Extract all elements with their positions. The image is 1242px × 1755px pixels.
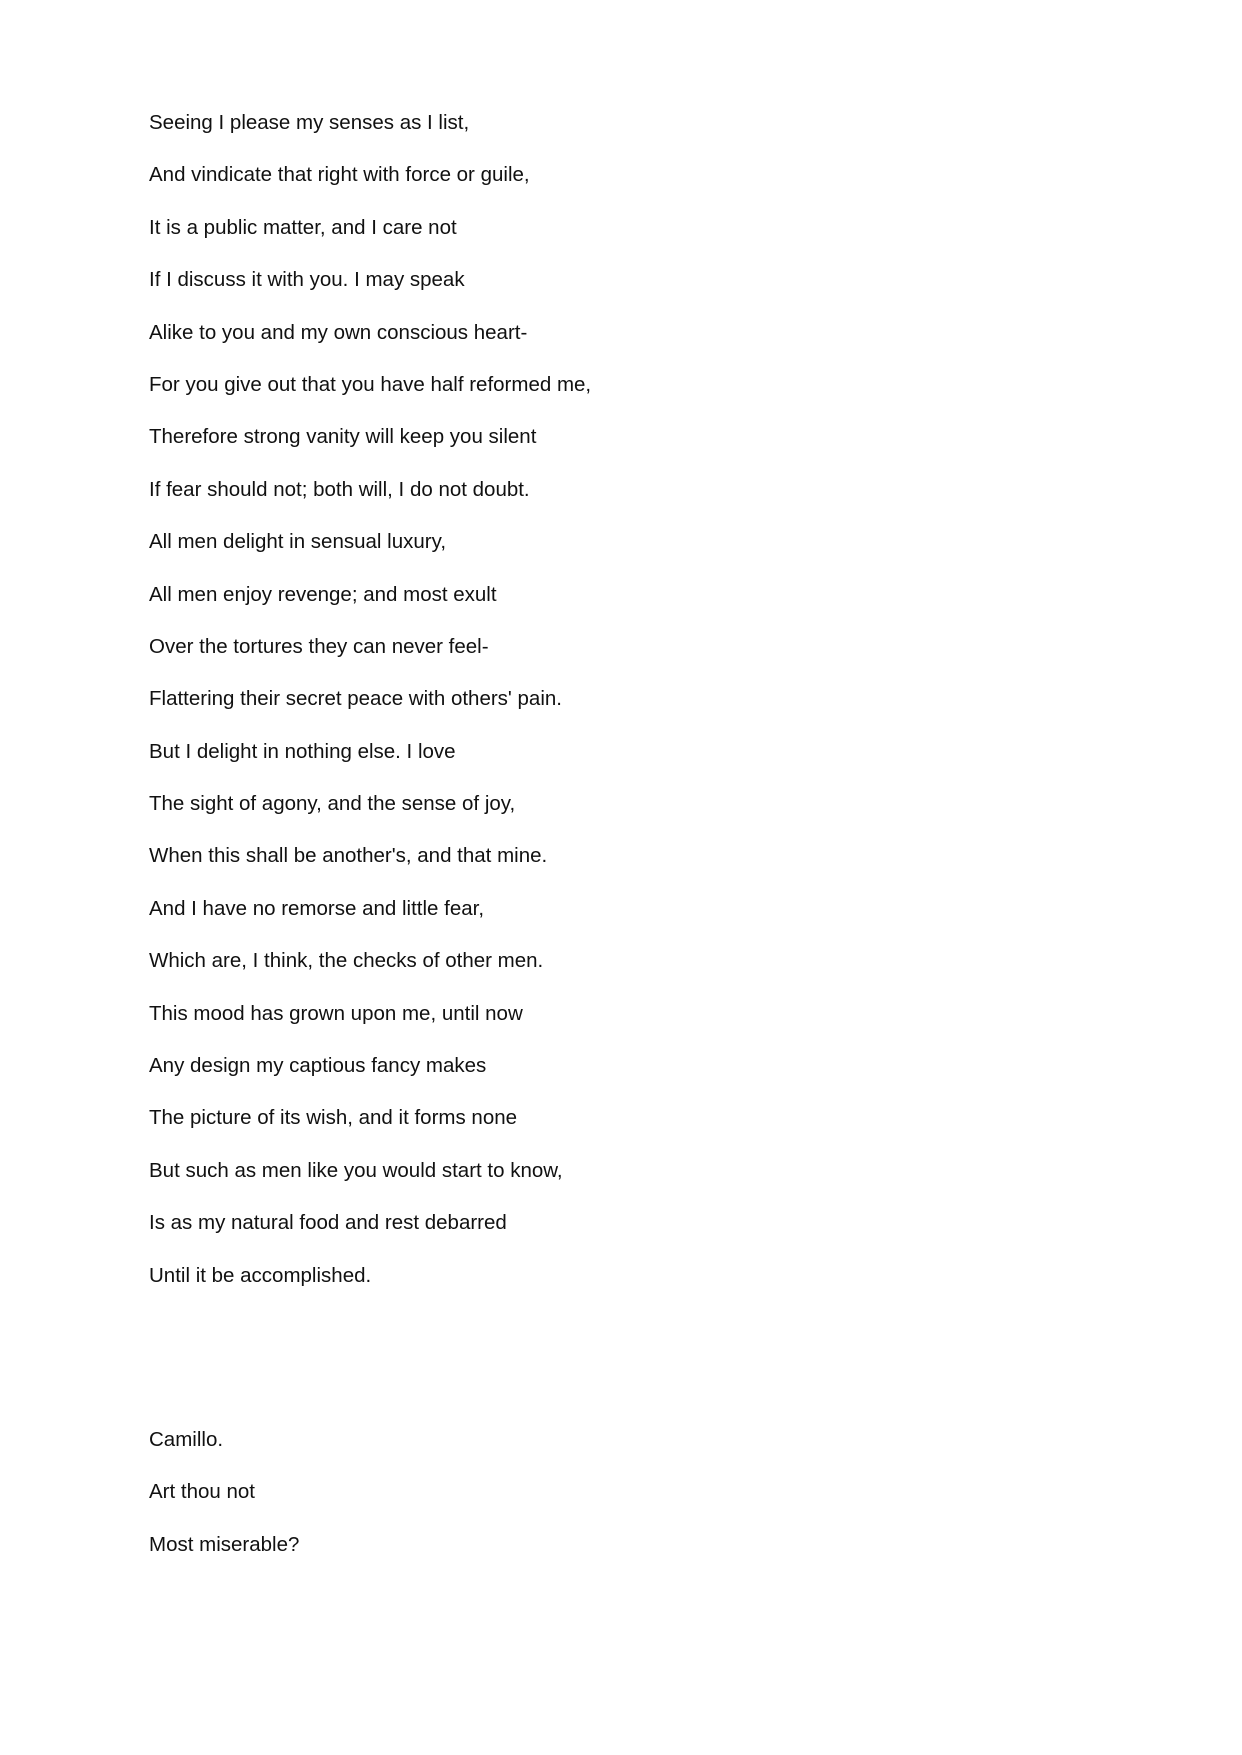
verse-passage xyxy=(149,108,591,1313)
speaker-line: Art thou not xyxy=(149,1480,255,1504)
verse-line: And vindicate that right with force or guile, xyxy=(149,163,530,187)
verse-line: This mood has grown upon me, until now xyxy=(149,1001,523,1025)
verse-line: Flattering their secret peace with others' pain. xyxy=(149,687,562,711)
verse-line: All men delight in sensual luxury, xyxy=(149,530,447,554)
verse-line: But such as men like you would start to know, xyxy=(149,1158,563,1182)
speaker-line: Most miserable? xyxy=(149,1532,300,1556)
verse-line: The sight of agony, and the sense of joy, xyxy=(149,792,516,816)
verse-line: Over the tortures they can never feel- xyxy=(149,634,489,658)
verse-line: Seeing I please my senses as I list, xyxy=(149,111,470,134)
verse-line: Alike to you and my own conscious heart- xyxy=(149,320,528,344)
verse-line: When this shall be another's, and that mine. xyxy=(149,844,548,868)
verse-line: But I delight in nothing else. I love xyxy=(149,739,456,763)
verse-line: If I discuss it with you. I may speak xyxy=(149,268,465,292)
verse-line: All men enjoy revenge; and most exult xyxy=(149,582,497,606)
verse-line: Any design my captious fancy makes xyxy=(149,1054,487,1078)
verse-line: The picture of its wish, and it forms none xyxy=(149,1106,518,1130)
speaker-block xyxy=(149,1425,299,1582)
verse-line: Is as my natural food and rest debarred xyxy=(149,1211,507,1235)
verse-line: It is a public matter, and I care not xyxy=(149,215,457,239)
verse-line: For you give out that you have half reformed me, xyxy=(149,372,592,396)
verse-line: Which are, I think, the checks of other men. xyxy=(149,949,544,973)
verse-line: Until it be accomplished. xyxy=(149,1263,372,1287)
verse-line: Therefore strong vanity will keep you silent xyxy=(149,425,537,449)
speaker-name: Camillo. xyxy=(149,1428,224,1451)
verse-line: And I have no remorse and little fear, xyxy=(149,896,485,920)
verse-line: If fear should not; both will, I do not doubt. xyxy=(149,477,530,501)
